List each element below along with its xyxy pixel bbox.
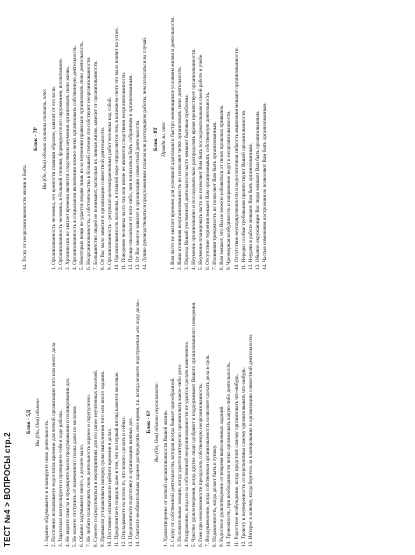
block-8-title: Блок - 8Т: [152, 127, 159, 151]
right-column: [22, 8, 269, 270]
question-item: 12. Проще отказаться от чего-либо, чем попытаться быть собранным и организованным.: [127, 74, 134, 270]
test-title: ТЕСТ №4 > ВОПРОСЫ стр.2: [3, 432, 12, 547]
question-item: 6. Обычно задумываете много, а делаете мало.: [78, 444, 85, 547]
question-item: 14. Частые изменения настроения не позволяют Вам быть организованным.: [261, 102, 268, 270]
question-item: 8. От Вас мало зависит в организации совместной деятельности.: [99, 126, 106, 270]
question-item: 4. Организованность в социальном включении можно четко организовать собственную деятельность.: [71, 45, 78, 270]
question-item: 10. Постоянно испытываете цейтнот времени в делах.: [106, 427, 113, 547]
question-item: 12. Откладываете на потом то, что можно сделать и сейчас.: [120, 415, 127, 547]
block-7-subtitle: Вы (Он, Она) обычно склонны считать, что:: [41, 88, 48, 190]
block-5-list: [44, 297, 142, 547]
question-item: 1. Удовлетворение от четкой организованности Вашей жизни.: [163, 410, 170, 547]
question-item: 7. Не любите планировать свою деятельность заранее и скрупулезно.: [85, 394, 92, 547]
question-item: 4. Неумение организованно и последовательно распределять время препятствует организованности.: [191, 48, 198, 270]
question-item: 13. Обычно окружающие Вас люди мешают Вам быть организованным.: [254, 110, 261, 270]
question-item: 7. Большинство людей не понимают, насколько их личная жизнь зависит от организованности.: [92, 60, 99, 270]
question-item: 13. От Вас многое зависит в организации совместной деятельности.: [134, 119, 141, 270]
question-item: 4. Не видите смысла в предварительном продумывании и планировании дел.: [64, 377, 71, 547]
question-item: 9. Привыкли устанавливать наперед сроки выполнения того или иного задания.: [99, 370, 106, 547]
question-item: 2. Постоянно испытываете недостаток времени для четкой организации того или иного дела.: [50, 341, 57, 547]
question-item: 10. Организованность человека, в главной мере определяется тем, в конечном счете это мало влияет на успех.: [113, 27, 120, 270]
question-item: 3. Хронически не хватает времени является следствием неумения организовать свою жизнь.: [64, 65, 71, 270]
question-item: 14. Считаете необязательным заранее распределять свое время, т.к. всегда можете подстроиться «по ходу дела».: [134, 298, 141, 547]
question-item: 4. Раздражение, когда из-за собственной неорганизованности не удается сделать намеченное.: [184, 340, 191, 547]
block-7-list: [51, 8, 149, 270]
question-item: 13. Интерес к новому, когда беретесь за планирование и организацию совместной деятельности.: [247, 333, 254, 547]
question-item: 11. Нередко особые требования препятствуют Вашей организованности.: [240, 109, 247, 270]
question-item: 8. Сумеете сосредоточиться в мероприятиях для его ранее неучтенных мелочей.: [92, 369, 99, 547]
question-item: 9. Чрезмерная возбудимость и напряжение ведут к неорганизованности.: [226, 110, 233, 270]
question-item: 1. Вам часто не хватает времени для успешной адаптации к быстро меняющимся условиям жизни и деятельности.: [170, 16, 177, 270]
question-item: 9. Организованность - результат целенаправленных работ человека над собой.: [106, 97, 113, 270]
question-item: 10. Тревожность, при необходимости четко организовать какую-либо деятельность.: [226, 361, 233, 547]
block-6-subtitle: Вы (Он, Она) обычно переживаете:: [154, 381, 161, 463]
question-item: 1. Организованность человека, его ценности главным образом, зависят от его воли.: [50, 86, 57, 270]
question-item: 6. Неорганизованность, а обстоятельства в большей степени способствуют неорганизованности.: [85, 56, 92, 270]
question-item: 12. Тревогу и неуверенность от перспективы самому организовывать что-нибудь.: [240, 367, 247, 547]
left-column: [22, 297, 255, 547]
question-item: 11. Поведение человека часто так или иначе не является следствием неорганизованности.: [120, 71, 127, 270]
question-item: 2. Скуку от собственной деятельности, которая всегда бывает однообразной.: [170, 377, 177, 547]
question-item: 11. Предпочитаете порядок даже в том, что не первый взгляд кажется мелочью.: [113, 371, 120, 547]
question-item: 3. Тщательно контролируете и проверяете себя в ходе работы.: [57, 410, 64, 547]
question-item: 9. Радостное удовлетворение от вовремя выполненных заданий.: [219, 405, 226, 547]
question-item: 2. Организованность человека, в большей степени, формируется его окружением, воспитанием.: [57, 58, 64, 270]
question-item: 5. Чувство удовлетворения, когда другие люди одобряют и поддерживают Вашего организованного поведения.: [191, 301, 198, 547]
question-item: 1. Заранее обдумываете и планируете свою деятельность.: [43, 419, 50, 547]
question-item: 6. Гнев при невозможности преодолеть собственную неорганизованность.: [198, 382, 205, 547]
question-item: 8. Подавленность, когда делает быть к тупику.: [212, 444, 219, 547]
block-8-subtitle: Правда ли, что:: [161, 121, 168, 157]
question-item: 14. Лучше руководствоваться предложенным планом или распорядком работы, чем полагаться на случай.: [141, 36, 148, 270]
question-item: 3. Положительные эмоции, когда удается интересно организовать какое-либо дело.: [177, 363, 184, 547]
question-item: 12. Неудачи в работе мешают Вам быть организованным.: [247, 143, 254, 270]
question-item: 6. Отсутствие терпения мешает Вам организовывать собственную деятельность.: [205, 91, 212, 270]
block-7-title: Блок - 7Р: [33, 127, 40, 151]
question-item: 7. Излишняя тревожность не позволяет Вам быть организованным.: [212, 121, 219, 270]
block-5-title: Блок - 5Д: [26, 409, 32, 435]
question-item: 5. Не можете отступить от намеченного плана даже по мелочам.: [71, 405, 78, 547]
question-item: 2. Ваша излишняя неорганизованность не позволяет четко организовать свою деятельность.: [177, 66, 184, 270]
question-item: 3. Переход Вашей умственной деятельности часто мешают бытовые проблемы.: [184, 94, 191, 270]
question-item: 8. Вам мешает, что Вы не можете избавиться от своих прошлых привычек.: [219, 104, 226, 270]
right-header-item: 14. Тоску от неорганизованности жизни и быта.: [22, 164, 28, 270]
block-5-subtitle: Вы (Он, Она) обычно:: [34, 397, 41, 447]
question-item: 7. Воодушевление, когда собственная организованность позволяет сделать дела в срок.: [205, 354, 212, 547]
block-8-list: [170, 8, 268, 270]
question-item: 10. Отсутствие неупорядоченности и недостаточная гибкость мышления мешают организованности.: [233, 47, 240, 270]
question-item: 13. Предпочитаете подготовку и организацию важных дел.: [127, 417, 134, 547]
question-item: 5. Неумение планировать часто не позволяет Вам быть последовательным в своей работе и учебе.: [198, 53, 205, 270]
block-6-list: [163, 297, 254, 547]
block-6-title: Блок - 6?: [145, 410, 152, 434]
question-item: 11. Радостное возбуждение, когда предстоит самому организовать что-нибудь.: [233, 374, 240, 547]
question-item: 5. Некоторых вещи не удается людям лишь из-за неумения правильно организовать свою деятельность.: [78, 41, 85, 270]
